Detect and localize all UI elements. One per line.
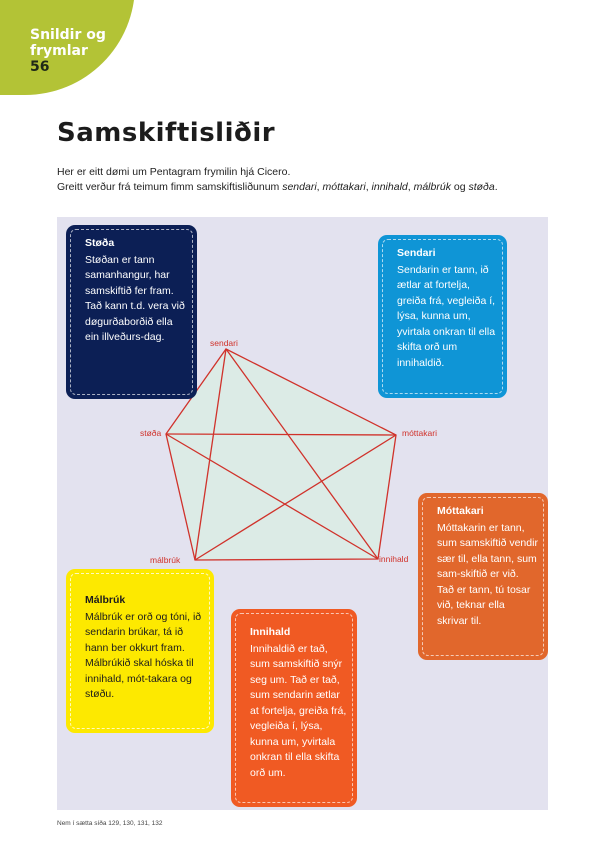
- box-title-sendari: Sendari: [397, 247, 436, 259]
- intro-text: [57, 165, 557, 195]
- box-text-sendari: Sendarin er tann, ið ætlar at fortelja, greiða frá, vegleiða í, lýsa, kunna um, yvirtala onkran til ella skifta orð um innihaldið.: [397, 263, 496, 369]
- term-mottakari: móttakari: [322, 181, 366, 193]
- page-number: 56: [30, 59, 50, 75]
- sentence-end: .: [494, 181, 498, 193]
- box-title-mottakari: Móttakari: [437, 505, 484, 517]
- term-innihald: innihald: [371, 181, 408, 193]
- separator: ,: [407, 181, 414, 193]
- intro-line-1: Her er eitt dømi um Pentagram frymilin hjá Cicero.: [57, 166, 291, 178]
- box-title-innihald: Innihald: [250, 626, 291, 638]
- vertex-label-malbruk: málbrúk: [150, 555, 181, 565]
- term-sendari: sendari: [282, 181, 317, 193]
- separator: ,: [365, 181, 372, 193]
- intro-line-2-start: Greitt verður frá teimum fimm samskiftisliðunum: [57, 181, 283, 193]
- chapter-label: [30, 27, 120, 75]
- info-box-sendari: [378, 235, 507, 398]
- term-stoda: støða: [468, 181, 495, 193]
- intro-line-2: [57, 180, 557, 195]
- info-box-malbruk: [66, 569, 214, 733]
- separator: og: [450, 181, 469, 193]
- vertex-label-mottakari: móttakari: [402, 428, 437, 438]
- box-text-stoda: Støðan er tann samanhangur, har samskiftið fer fram. Tað kann t.d. vera við døgurðaborðið ella ein illveðurs-dag.: [85, 253, 185, 343]
- box-text-mottakari: Móttakarin er tann, sum samskiftið vendir sær til, ella tann, sum sam-skiftið er við. Tað er tann, tú tosar við, teknar ella skrivar til.: [437, 521, 538, 627]
- box-title-stoda: Støða: [85, 237, 115, 249]
- term-malbruk: málbrúk: [413, 181, 451, 193]
- box-text-innihald: Innihaldið er tað, sum samskiftið snýr seg um. Tað er tað, sum sendarin ætlar at fortelja, greiða frá, vegleiða í, lýsa, kunna um, yvirtala onkran til ella skifta orð um.: [250, 642, 347, 779]
- diagram-panel: [57, 217, 548, 810]
- page-title: Samskiftisliðir: [57, 118, 276, 148]
- info-box-innihald: [231, 609, 357, 807]
- vertex-label-innihald: innihald: [379, 554, 409, 564]
- separator: ,: [316, 181, 323, 193]
- box-title-malbruk: Málbrúk: [85, 594, 126, 606]
- info-box-mottakari: [418, 493, 548, 660]
- footer-reference: Nem í sætta síða 129, 130, 131, 132: [57, 820, 163, 827]
- box-text-malbruk: Málbrúk er orð og tóni, ið sendarin brúkar, tá ið hann ber okkurt fram. Málbrúkið skal hóska til innihald, mót-takara og støðu.: [85, 610, 202, 700]
- chapter-name-line2: frymlar: [30, 43, 88, 59]
- vertex-label-sendari: sendari: [210, 338, 238, 348]
- vertex-label-stoda: støða: [140, 428, 162, 438]
- info-box-stoda: [66, 225, 197, 399]
- chapter-name-line1: Snildir og: [30, 27, 106, 43]
